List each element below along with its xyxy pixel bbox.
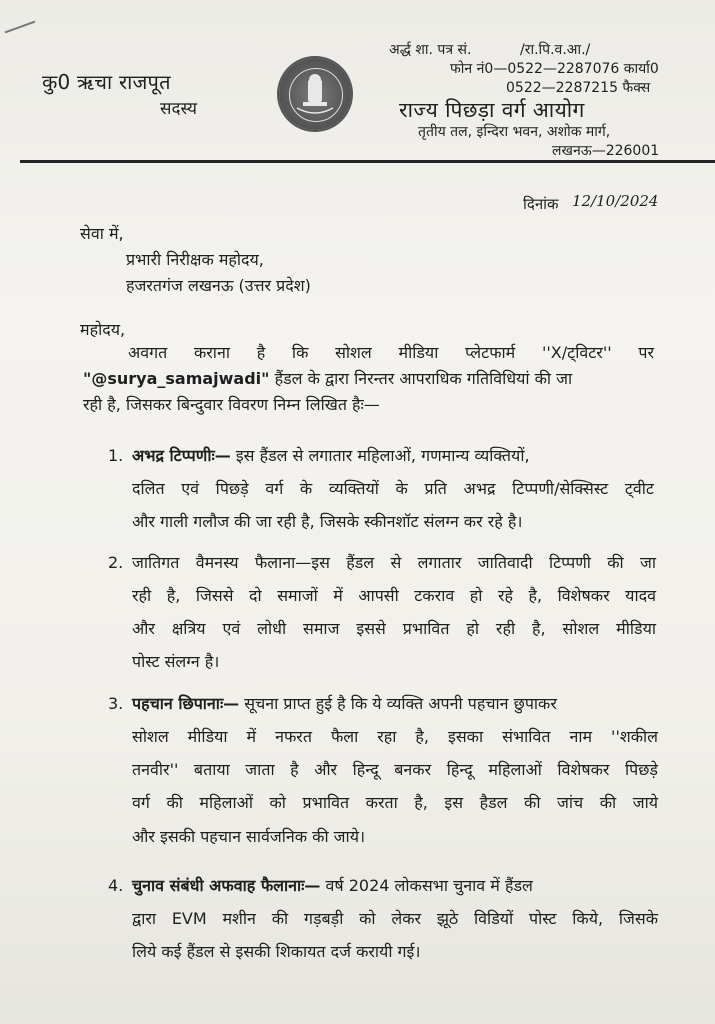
reference-label: अर्द्ध शा. पत्र सं. — [389, 42, 472, 58]
point-1-first-text: इस हैंडल से लगातार महिलाओं, गणमान्य व्यक्तियों, — [235, 446, 530, 465]
point-1-number: 1. — [108, 446, 124, 465]
date-label: दिनांक — [523, 195, 559, 213]
point-3-first-text: सूचना प्राप्त हुई है कि ये व्यक्ति अपनी पहचान छुपाकर — [244, 694, 557, 713]
point-4-first-text: वर्ष 2024 लोकसभा चुनाव में हैंडल — [325, 876, 533, 895]
point-3-number: 3. — [108, 694, 124, 713]
point-4-first-line — [132, 874, 533, 896]
point-1-line-3: और गाली गलौज की जा रही है, जिसके स्कीनशॉट संलग्न कर रहे है। — [132, 512, 523, 531]
point-2-number: 2. — [108, 553, 124, 572]
reference-code: /रा.पि.व.आ./ — [520, 42, 591, 58]
organization-name: राज्य पिछड़ा वर्ग आयोग — [399, 98, 585, 122]
address-line-1: तृतीय तल, इन्दिरा भवन, अशोक मार्ग, — [418, 124, 611, 140]
intro-line-1: अवगत कराना है कि सोशल मीडिया प्लेटफार्म ''X/ट्विटर'' पर — [128, 343, 654, 362]
salutation: महोदय, — [80, 320, 126, 339]
seal-emblem-icon — [279, 58, 351, 130]
point-3-title: पहचान छिपानाः— — [132, 694, 240, 713]
point-3-line-5: और इसकी पहचान सार्वजनिक की जाये। — [132, 827, 366, 846]
twitter-handle: "@surya_samajwadi" — [83, 369, 270, 388]
point-4-number: 4. — [108, 876, 124, 895]
point-4-line-3: लिये कई हैंडल से इसकी शिकायत दर्ज करायी गई। — [132, 942, 421, 961]
phone-fax: 0522—2287215 फैक्स — [506, 80, 651, 96]
point-3-first-line — [132, 692, 557, 714]
intro-line-2-text: हैंडल के द्वारा निरन्तर आपराधिक गतिविधियां की जा — [274, 369, 573, 388]
point-2-line-3: और क्षत्रिय एवं लोधी समाज इससे प्रभावित हो रही है, सोशल मीडिया — [132, 619, 656, 638]
header-divider — [20, 160, 715, 163]
point-3-line-2: सोशल मीडिया में नफरत फैला रहा है, इसका संभावित नाम ''शकील — [132, 727, 658, 746]
point-2-first-line: जातिगत वैमनस्य फैलाना—इस हैंडल से लगातार जातिवादी टिप्पणी की जा — [132, 553, 656, 572]
point-2-line-4: पोस्ट संलग्न है। — [132, 652, 220, 671]
intro-line-2 — [83, 367, 572, 389]
point-4-title: चुनाव संबंधी अफवाह फैलानाः— — [132, 876, 321, 895]
page-corner-mark — [5, 21, 36, 34]
point-1-line-2: दलित एवं पिछड़े वर्ग के व्यक्तियों के प्रति अभद्र टिप्पणी/सेक्सिस्ट ट्वीट — [132, 479, 654, 498]
point-3-line-4: वर्ग की महिलाओं को प्रभावित करता है, इस हैडल की जांच की जाये — [132, 793, 658, 812]
sender-name: कु0 ऋचा राजपूत — [42, 70, 171, 94]
phone-office: फोन नं0—0522—2287076 कार्या0 — [450, 61, 659, 77]
address-line-2: लखनऊ—226001 — [552, 143, 660, 159]
recipient-line-2: हजरतगंज लखनऊ (उत्तर प्रदेश) — [126, 276, 311, 295]
point-1-title: अभद्र टिप्पणीः— — [132, 446, 231, 465]
point-2-line-2: रही है, जिससे दो समाजों में आपसी टकराव हो रहे है, विशेषकर यादव — [132, 586, 656, 605]
point-3-line-3: तनवीर'' बताया जाता है और हिन्दू बनकर हिन्दू महिलाओं विशेषकर पिछड़े — [132, 760, 658, 779]
intro-line-3: रही है, जिसकर बिन्दुवार विवरण निम्न लिखित हैः— — [83, 395, 380, 414]
point-1-first-line — [132, 444, 530, 466]
recipient-line-1: प्रभारी निरीक्षक महोदय, — [126, 250, 264, 269]
sender-title: सदस्य — [160, 99, 197, 119]
point-4-line-2: द्वारा EVM मशीन की गड़बड़ी को लेकर झूठे विडियों पोस्ट किये, जिसके — [132, 909, 658, 928]
date-value: 12/10/2024 — [572, 192, 659, 210]
government-seal-icon — [279, 58, 351, 130]
recipient-to: सेवा में, — [80, 224, 124, 243]
